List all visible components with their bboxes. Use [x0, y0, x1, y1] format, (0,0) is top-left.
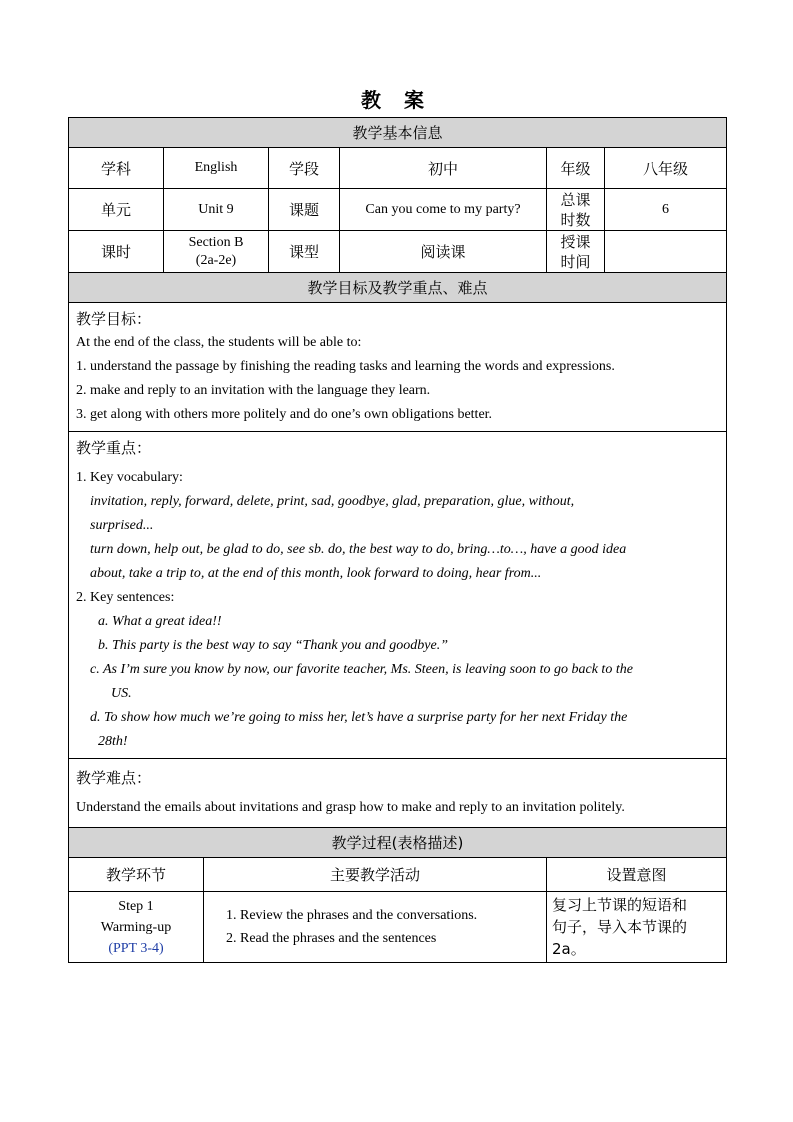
- objectives-label: 教学目标：: [76, 310, 152, 328]
- keypoints-cell: [69, 432, 727, 759]
- sentences-title: 2. Key sentences:: [76, 590, 175, 605]
- period-value-line2: (2a-2e): [195, 252, 237, 268]
- section-header-process: 教学过程(表格描述): [69, 828, 727, 858]
- purpose-line: 2a。: [552, 940, 586, 958]
- section-header-basic-info: 教学基本信息: [69, 118, 727, 148]
- topic-value: Can you come to my party?: [340, 189, 547, 231]
- objectives-line: At the end of the class, the students will be able to:: [76, 335, 362, 350]
- sentence-line: 28th!: [98, 734, 128, 749]
- column-header-purpose: 设置意图: [547, 858, 727, 892]
- vocab-line: about, take a trip to, at the end of this month, look forward to doing, hear from...: [90, 566, 542, 581]
- subject-label: 学科: [69, 148, 164, 189]
- vocab-line: turn down, help out, be glad to do, see sb. do, the best way to do, bring…to…, have a good idea: [90, 542, 627, 557]
- keypoints-label: 教学重点：: [76, 439, 152, 457]
- period-value-line1: Section B: [188, 234, 244, 250]
- step-name: Warming-up: [100, 919, 172, 935]
- objectives-line: 1. understand the passage by finishing the reading tasks and learning the words and expressions.: [76, 359, 615, 374]
- total-periods-label: [547, 189, 605, 231]
- topic-label: 课题: [269, 189, 340, 231]
- difficulty-text: Understand the emails about invitations and grasp how to make and reply to an invitation politely.: [76, 800, 625, 815]
- sentence-line: b. This party is the best way to say “Thank you and goodbye.”: [98, 638, 448, 653]
- section-header-objectives: 教学目标及教学重点、难点: [69, 273, 727, 303]
- total-periods-label-line2: 时数: [560, 210, 591, 229]
- unit-label: 单元: [69, 189, 164, 231]
- sentence-line: a. What a great idea!!: [98, 614, 222, 629]
- lesson-time-value: [605, 231, 727, 273]
- sentence-line: d. To show how much we’re going to miss her, let’s have a surprise party for her next Friday the: [90, 710, 628, 725]
- period-label: 课时: [69, 231, 164, 273]
- activity-line: 1. Review the phrases and the conversations.: [226, 908, 478, 923]
- sentence-line: US.: [111, 686, 132, 701]
- stage-value: 初中: [340, 148, 547, 189]
- vocab-title: 1. Key vocabulary:: [76, 470, 183, 485]
- step-number: Step 1: [118, 898, 154, 914]
- objectives-cell: [69, 303, 727, 432]
- lesson-type-value: 阅读课: [340, 231, 547, 273]
- activities-cell: [204, 892, 547, 963]
- column-header-activities: 主要教学活动: [204, 858, 547, 892]
- objectives-line: 3. get along with others more politely and do one’s own obligations better.: [76, 407, 493, 422]
- lesson-plan-table: [68, 117, 727, 963]
- difficulty-cell: [69, 759, 727, 828]
- lesson-time-label-line2: 时间: [560, 252, 591, 271]
- page-title: 教 案: [361, 88, 432, 112]
- unit-value: Unit 9: [164, 189, 269, 231]
- purpose-line: 复习上节课的短语和: [552, 896, 688, 914]
- ppt-reference: (PPT 3-4): [108, 940, 164, 956]
- subject-value: English: [164, 148, 269, 189]
- table-row: [69, 892, 727, 963]
- vocab-line: surprised...: [90, 518, 154, 533]
- objectives-line: 2. make and reply to an invitation with the language they learn.: [76, 383, 431, 398]
- grade-value: 八年级: [605, 148, 727, 189]
- lesson-type-label: 课型: [269, 231, 340, 273]
- purpose-line: 句子，导入本节课的: [552, 918, 688, 936]
- step-cell: [69, 892, 204, 963]
- sentence-line: c. As I’m sure you know by now, our favorite teacher, Ms. Steen, is leaving soon to go back to the: [90, 662, 633, 677]
- grade-label: 年级: [547, 148, 605, 189]
- purpose-cell: [547, 892, 727, 963]
- total-periods-label-line1: 总课: [560, 190, 591, 209]
- difficulty-label: 教学难点：: [76, 769, 152, 787]
- period-value: [164, 231, 269, 273]
- column-header-stage: 教学环节: [69, 858, 204, 892]
- activity-line: 2. Read the phrases and the sentences: [226, 931, 437, 946]
- lesson-time-label: [547, 231, 605, 273]
- total-periods-value: 6: [605, 189, 727, 231]
- lesson-time-label-line1: 授课: [560, 232, 591, 251]
- vocab-line: invitation, reply, forward, delete, print, sad, goodbye, glad, preparation, glue, without,: [90, 494, 575, 509]
- stage-label: 学段: [269, 148, 340, 189]
